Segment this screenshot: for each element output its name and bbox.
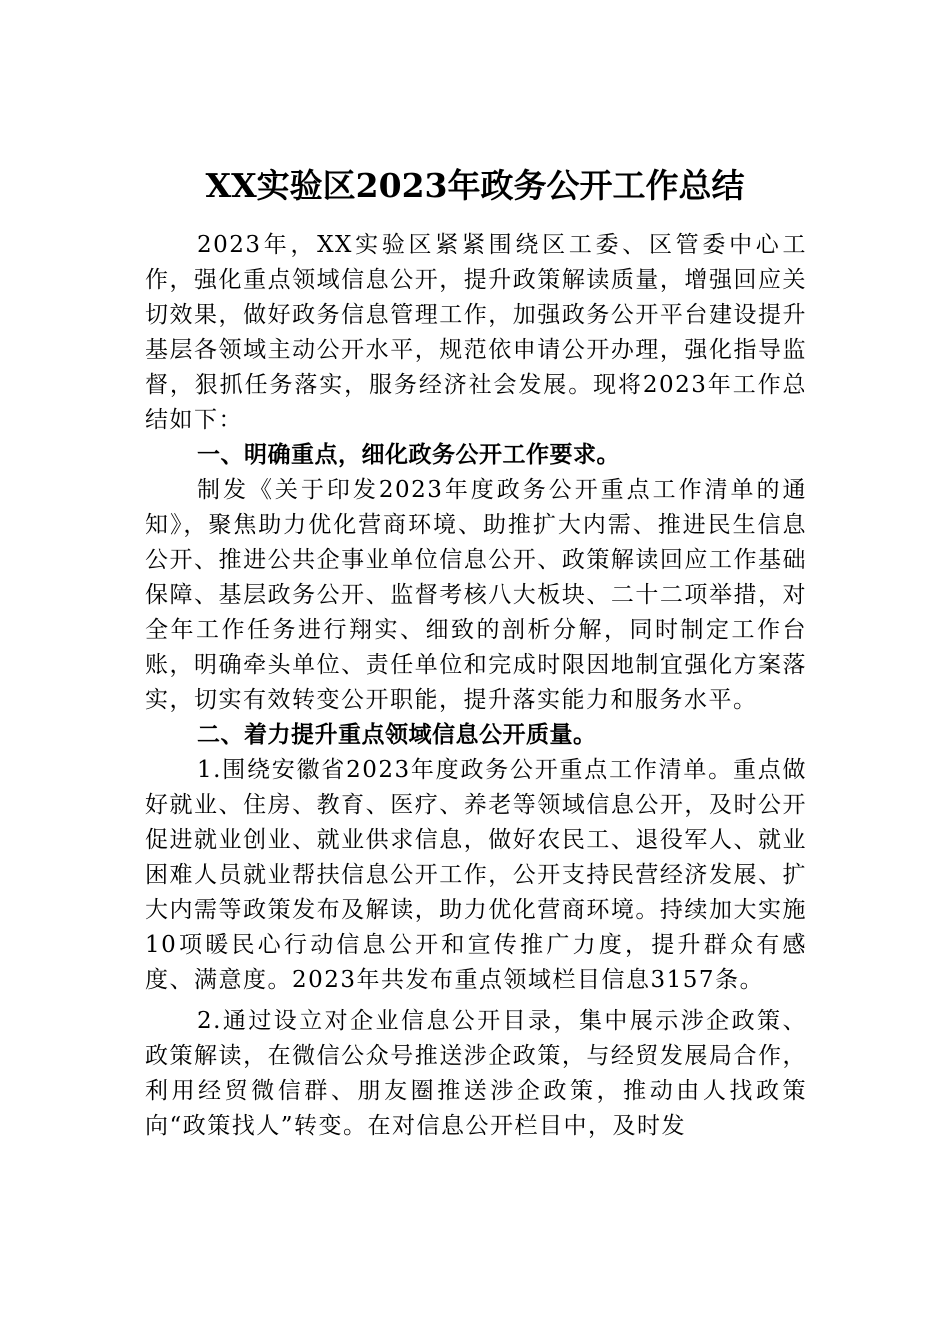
document-body: [145, 228, 807, 1144]
intro-paragraph: 2023年，XX实验区紧紧围绕区工委、区管委中心工作，强化重点领域信息公开，提升政策解读质量，增强回应关切效果，做好政务信息管理工作，加强政务公开平台建设提升基层各领域主动公开水平，规范依申请公开办理，强化指导监督，狠抓任务落实，服务经济社会发展。现将2023年工作总结如下：: [145, 232, 807, 433]
section-heading-1: 一、明确重点，细化政务公开工作要求。: [197, 442, 620, 468]
document-title: XX实验区2023年政务公开工作总结: [205, 166, 745, 205]
section-heading-2: 二、着力提升重点领域信息公开质量。: [197, 722, 597, 748]
section-1-paragraph: 制发《关于印发2023年度政务公开重点工作清单的通知》，聚焦助力优化营商环境、助推扩大内需、推进民生信息公开、推进公共企事业单位信息公开、政策解读回应工作基础保障、基层政务公开、监督考核八大板块、二十二项举措，对全年工作任务进行翔实、细致的剖析分解，同时制定工作台账，明确牵头单位、责任单位和完成时限因地制宜强化方案落实，切实有效转变公开职能，提升落实能力和服务水平。: [145, 477, 807, 713]
section-2-item-2: 2.通过设立对企业信息公开目录，集中展示涉企政策、政策解读，在微信公众号推送涉企政策，与经贸发展局合作，利用经贸微信群、朋友圈推送涉企政策，推动由人找政策向“政策找人”转变。在对信息公开栏目中，及时发: [145, 1008, 807, 1139]
section-2-item-1: 1.围绕安徽省2023年度政务公开重点工作清单。重点做好就业、住房、教育、医疗、养老等领域信息公开，及时公开促进就业创业、就业供求信息，做好农民工、退役军人、就业困难人员就业帮扶信息公开工作，公开支持民营经济发展、扩大内需等政策发布及解读，助力优化营商环境。持续加大实施10项暖民心行动信息公开和宣传推广力度，提升群众有感度、满意度。2023年共发布重点领域栏目信息3157条。: [145, 757, 807, 993]
